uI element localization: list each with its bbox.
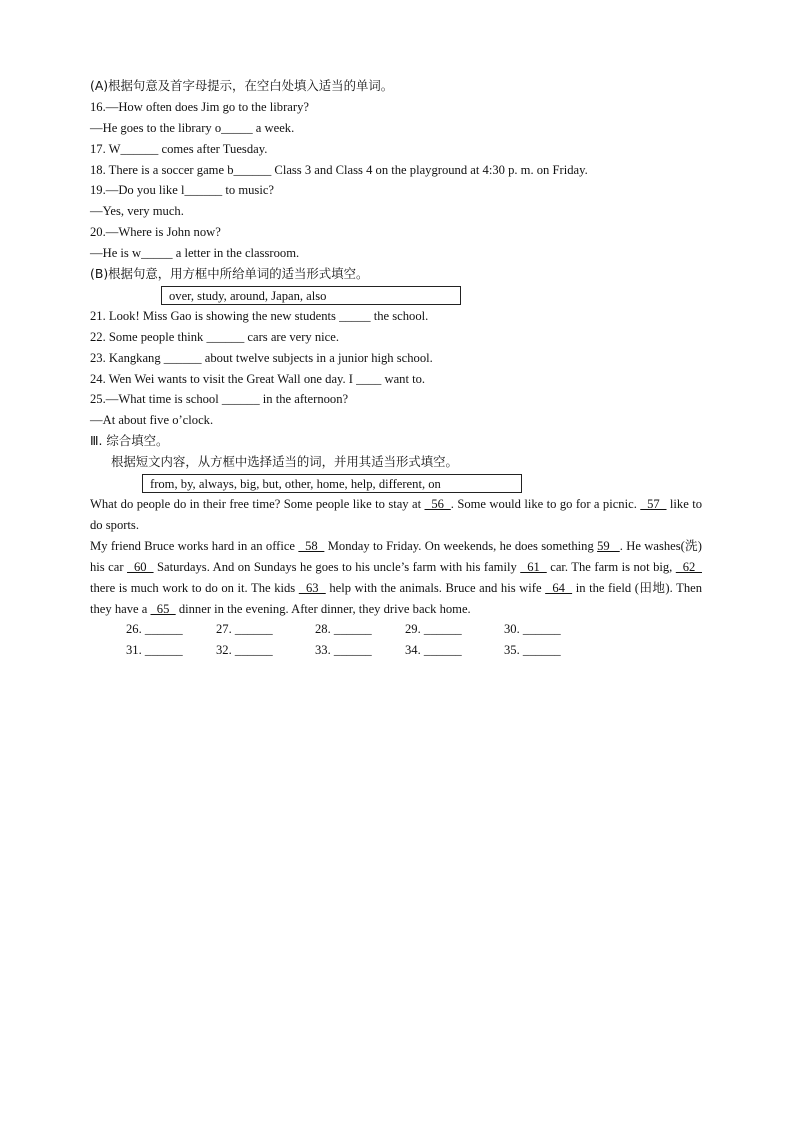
answer-blank: 28. ______ xyxy=(315,622,372,637)
blank-56: 56 xyxy=(424,497,451,512)
answer-blank: 31. ______ xyxy=(126,643,183,658)
passage-text: My friend Bruce works hard in an office xyxy=(90,538,299,553)
question-line: 20.—Where is John now? xyxy=(90,225,221,240)
answer-row-1 xyxy=(90,619,702,640)
blank-64: 64 xyxy=(545,580,573,595)
word-box: over, study, around, Japan, also xyxy=(161,286,461,305)
passage-text: dinner in the evening. After dinner, they drive back home. xyxy=(175,601,471,616)
section-a-heading: (A)根据句意及首字母提示，在空白处填入适当的单词。 xyxy=(90,78,394,93)
passage-text: in the field (田地). Then they have a xyxy=(90,580,703,616)
question-line: 22. Some people think ______ cars are very nice. xyxy=(90,329,340,344)
question-line: —He goes to the library o_____ a week. xyxy=(90,120,295,135)
question-line: 25.—What time is school ______ in the afternoon? xyxy=(90,392,349,407)
passage-text: there is much work to do on it. The kids xyxy=(90,580,299,595)
blank-60: 60 xyxy=(127,559,154,574)
question-line: 16.—How often does Jim go to the library? xyxy=(90,99,309,114)
answer-blank: 30. ______ xyxy=(504,622,561,637)
question-line: 21. Look! Miss Gao is showing the new students _____ the school. xyxy=(90,308,429,323)
word-box: from, by, always, big, but, other, home, help, different, on xyxy=(142,474,522,493)
blank-57: 57 xyxy=(640,497,667,512)
blank-62: 62 xyxy=(675,559,702,574)
section-b-heading: (B)根据句意，用方框中所给单词的适当形式填空。 xyxy=(90,266,369,282)
passage-text: car. The farm is not big, xyxy=(546,559,676,574)
passage-paragraph-1 xyxy=(90,494,702,536)
passage-text: . Some would like to go for a picnic. xyxy=(450,497,641,512)
answer-row-2 xyxy=(90,640,702,661)
worksheet xyxy=(90,76,702,661)
passage-text: Saturdays. And on Sundays he goes to his uncle’s farm with his family xyxy=(153,559,521,574)
blank-58: 58 xyxy=(298,538,325,553)
question-line: 24. Wen Wei wants to visit the Great Wall one day. I ____ want to. xyxy=(90,371,426,386)
passage-text: Monday to Friday. On weekends, he does something xyxy=(324,538,598,553)
passage-text: . He washes(洗) his car xyxy=(90,538,703,574)
blank-61: 61 xyxy=(520,559,547,574)
answer-blank: 35. ______ xyxy=(504,643,561,658)
passage-text: help with the animals. Bruce and his wife xyxy=(325,580,546,595)
question-line: —At about five o’clock. xyxy=(90,413,214,428)
section-iii-heading: Ⅲ. 综合填空。 xyxy=(90,433,169,449)
passage-text: What do people do in their free time? Some people like to stay at xyxy=(90,497,425,512)
answer-blank: 26. ______ xyxy=(126,622,183,637)
answer-blank: 34. ______ xyxy=(405,643,462,658)
section-iii-instruction: 根据短文内容，从方框中选择适当的词，并用其适当形式填空。 xyxy=(111,454,458,470)
question-line: 19.—Do you like l______ to music? xyxy=(90,183,274,198)
answer-blank: 32. ______ xyxy=(216,643,273,658)
passage-text: like to do sports. xyxy=(90,497,703,532)
answer-blank: 27. ______ xyxy=(216,622,273,637)
blank-65: 65 xyxy=(150,601,176,616)
passage-paragraph-2 xyxy=(90,536,702,620)
blank-59: 59 xyxy=(597,538,620,553)
question-line: —Yes, very much. xyxy=(90,204,184,219)
question-line: 18. There is a soccer game b______ Class 3 and Class 4 on the playground at 4:30 p. m. on Friday. xyxy=(90,162,588,177)
question-line: 17. W______ comes after Tuesday. xyxy=(90,141,268,156)
answer-blank: 29. ______ xyxy=(405,622,462,637)
answer-blank: 33. ______ xyxy=(315,643,372,658)
blank-63: 63 xyxy=(298,580,326,595)
question-line: 23. Kangkang ______ about twelve subjects in a junior high school. xyxy=(90,350,433,365)
question-line: —He is w_____ a letter in the classroom. xyxy=(90,246,300,261)
